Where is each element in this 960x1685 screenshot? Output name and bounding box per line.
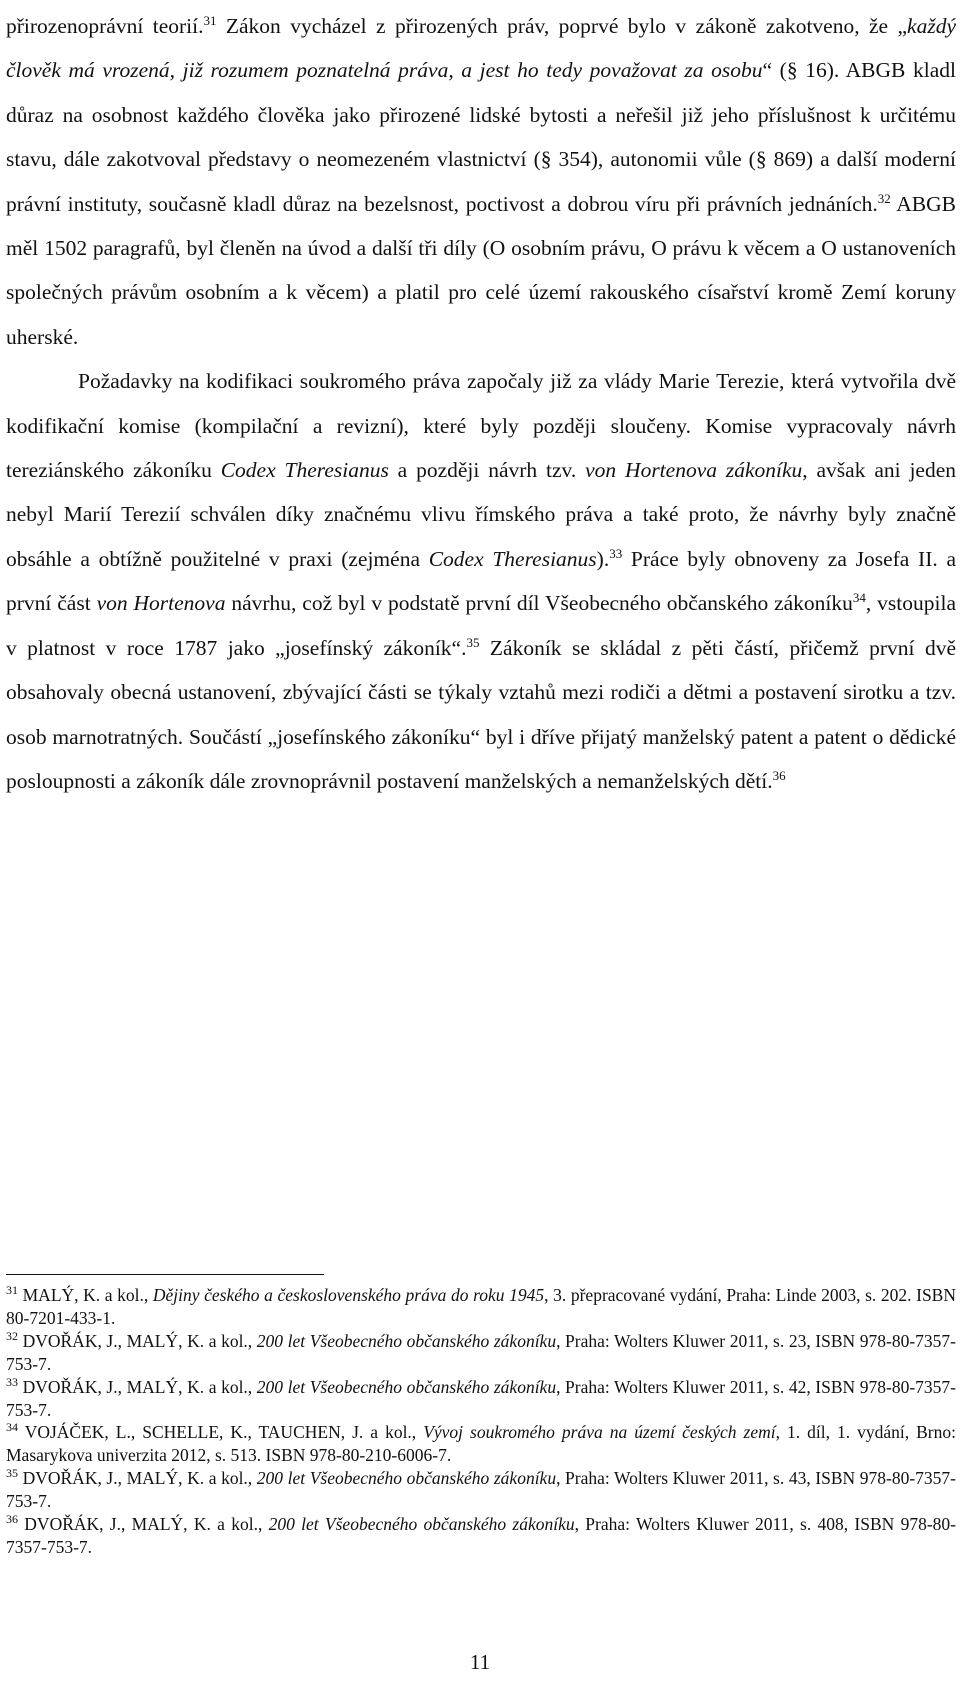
- footnote-ref-31[interactable]: 31: [203, 12, 217, 28]
- footnotes: [6, 1284, 956, 1559]
- footnote-36: [6, 1513, 956, 1559]
- footnote-text: VOJÁČEK, L., SCHELLE, K., TAUCHEN, J. a kol.,: [18, 1422, 424, 1443]
- footnote-ref-34[interactable]: 34: [852, 590, 866, 606]
- footnote-text: DVOŘÁK, J., MALÝ, K. a kol.,: [18, 1376, 257, 1397]
- body-text: [6, 4, 956, 803]
- footnote-title: 200 let Všeobecného občanského zákoníku: [256, 1468, 557, 1489]
- footnote-ref-32[interactable]: 32: [877, 190, 891, 206]
- italic-term: Codex Theresianus: [428, 546, 597, 571]
- footnote-34: [6, 1421, 956, 1467]
- footnote-title: Dějiny českého a československého práva do roku 1945: [152, 1285, 545, 1305]
- footnote-text: DVOŘÁK, J., MALÝ, K. a kol.,: [18, 1330, 257, 1351]
- footnote-title: 200 let Všeobecného občanského zákoníku: [256, 1376, 557, 1397]
- footnote-text: , Praha: Wolters Kluwer 2011, s. 408, ISBN 978-80-7357-753-7.: [6, 1514, 956, 1557]
- page-number: 11: [469, 1650, 491, 1674]
- footnote-number: 32: [6, 1328, 18, 1343]
- footnote-ref-33[interactable]: 33: [609, 545, 623, 561]
- footnote-text: , Praha: Wolters Kluwer 2011, s. 23, ISBN 978-80-7357-753-7.: [6, 1330, 957, 1374]
- text-run: “ (§ 16). ABGB kladl důraz na osobnost každého člověka jako přirozené lidské bytosti a neřešil již jeho příslušnost k určitému stavu, dále zakotvoval představy o neomezeném vlastnictví (§ 354), autonomii vůle (§ 869) a další moderní právní instituty, současně kladl důraz na bezelsnost, poctivost a dobrou víru při právních jednáních.: [6, 58, 956, 216]
- paragraph-1: [6, 4, 956, 359]
- italic-term: von Hortenova zákoníku: [585, 458, 803, 483]
- paragraph-2: [6, 359, 956, 803]
- text-run: Požadavky na kodifikaci soukromého práva započaly již za vlády Marie Terezie, která vytvořila dvě kodifikační komise (kompilační a revizní), které byly později sloučeny. Komise vypracovaly návrh tereziánského zákoníku: [6, 369, 956, 483]
- footnote-text: MALÝ, K. a kol.,: [18, 1285, 153, 1305]
- italic-term: Codex Theresianus: [220, 458, 389, 483]
- italic-quote: každý člověk má vrozená, již rozumem poznatelná práva, a jest ho tedy považovat za osobu: [6, 14, 956, 83]
- text-run: , vstoupila v platnost v roce 1787 jako „josefínský zákoník“.: [6, 591, 956, 660]
- footnote-separator: [6, 1274, 324, 1275]
- footnote-text: , Praha: Wolters Kluwer 2011, s. 42, ISBN 978-80-7357-753-7.: [6, 1376, 957, 1420]
- text-run: a později návrh tzv.: [388, 458, 586, 483]
- text-run: Zákoník se skládal z pěti částí, přičemž první dvě obsahovaly obecná ustanovení, zbývající části se týkaly vztahů mezi rodiči a dětmi a postavení sirotku a tzv. osob marnotratných. Součástí „josefínského zákoníku“ byl i dříve přijatý manželský patent a patent o dědické posloupnosti a zákoník dále zrovnoprávnil postavení manželských a nemanželských dětí.: [6, 635, 956, 793]
- footnote-text: , 3. přepracované vydání, Praha: Linde 2003, s. 202. ISBN 80-7201-433-1.: [6, 1285, 956, 1328]
- footnote-number: 31: [6, 1283, 18, 1298]
- text-run: ABGB měl 1502 paragrafů, byl členěn na úvod a další tři díly (O osobním právu, O právu k věcem a O ustanoveních společných právům osobním a k věcem) a platil pro celé území rakouského císařství kromě Zemí koruny uherské.: [6, 191, 956, 349]
- footnote-ref-35[interactable]: 35: [466, 634, 480, 650]
- footnote-text: , 1. díl, 1. vydání, Brno: Masarykova univerzita 2012, s. 513. ISBN 978-80-210-6006-7.: [6, 1422, 956, 1466]
- footnote-35: [6, 1467, 956, 1513]
- footnote-33: [6, 1376, 956, 1422]
- footnote-ref-36[interactable]: 36: [772, 767, 786, 783]
- footnote-31: [6, 1284, 956, 1330]
- footnote-number: 36: [6, 1512, 18, 1527]
- footnote-number: 34: [6, 1420, 18, 1435]
- text-run: ).: [596, 546, 610, 571]
- footnote-number: 35: [6, 1466, 18, 1481]
- footnote-text: , Praha: Wolters Kluwer 2011, s. 43, ISBN 978-80-7357-753-7.: [6, 1468, 957, 1512]
- text-run: Práce byly obnoveny za Josefa II. a první část: [6, 546, 956, 616]
- footnote-title: Vývoj soukromého práva na území českých zemí: [423, 1422, 776, 1443]
- text-run: návrhu, což byl v podstatě první díl Všeobecného občanského zákoníku: [225, 591, 853, 616]
- text-run: , avšak ani jeden nebyl Marií Terezií schválen díky značnému vlivu římského práva a také proto, že návrhy byly značně obsáhle a obtížně použitelné v praxi (zejména: [6, 458, 957, 571]
- text-run: Zákon vycházel z přirozených práv, poprvé bylo v zákoně zakotveno, že „: [216, 14, 908, 38]
- footnote-text: DVOŘÁK, J., MALÝ, K. a kol.,: [18, 1514, 269, 1535]
- footnote-text: DVOŘÁK, J., MALÝ, K. a kol.,: [18, 1468, 257, 1489]
- footnote-32: [6, 1330, 956, 1376]
- footnote-title: 200 let Všeobecného občanského zákoníku: [268, 1514, 575, 1535]
- footnote-title: 200 let Všeobecného občanského zákoníku: [256, 1330, 557, 1351]
- text-run: přirozenoprávní teorií.: [6, 14, 204, 38]
- italic-term: von Hortenova: [96, 591, 226, 616]
- footnote-number: 33: [6, 1374, 18, 1389]
